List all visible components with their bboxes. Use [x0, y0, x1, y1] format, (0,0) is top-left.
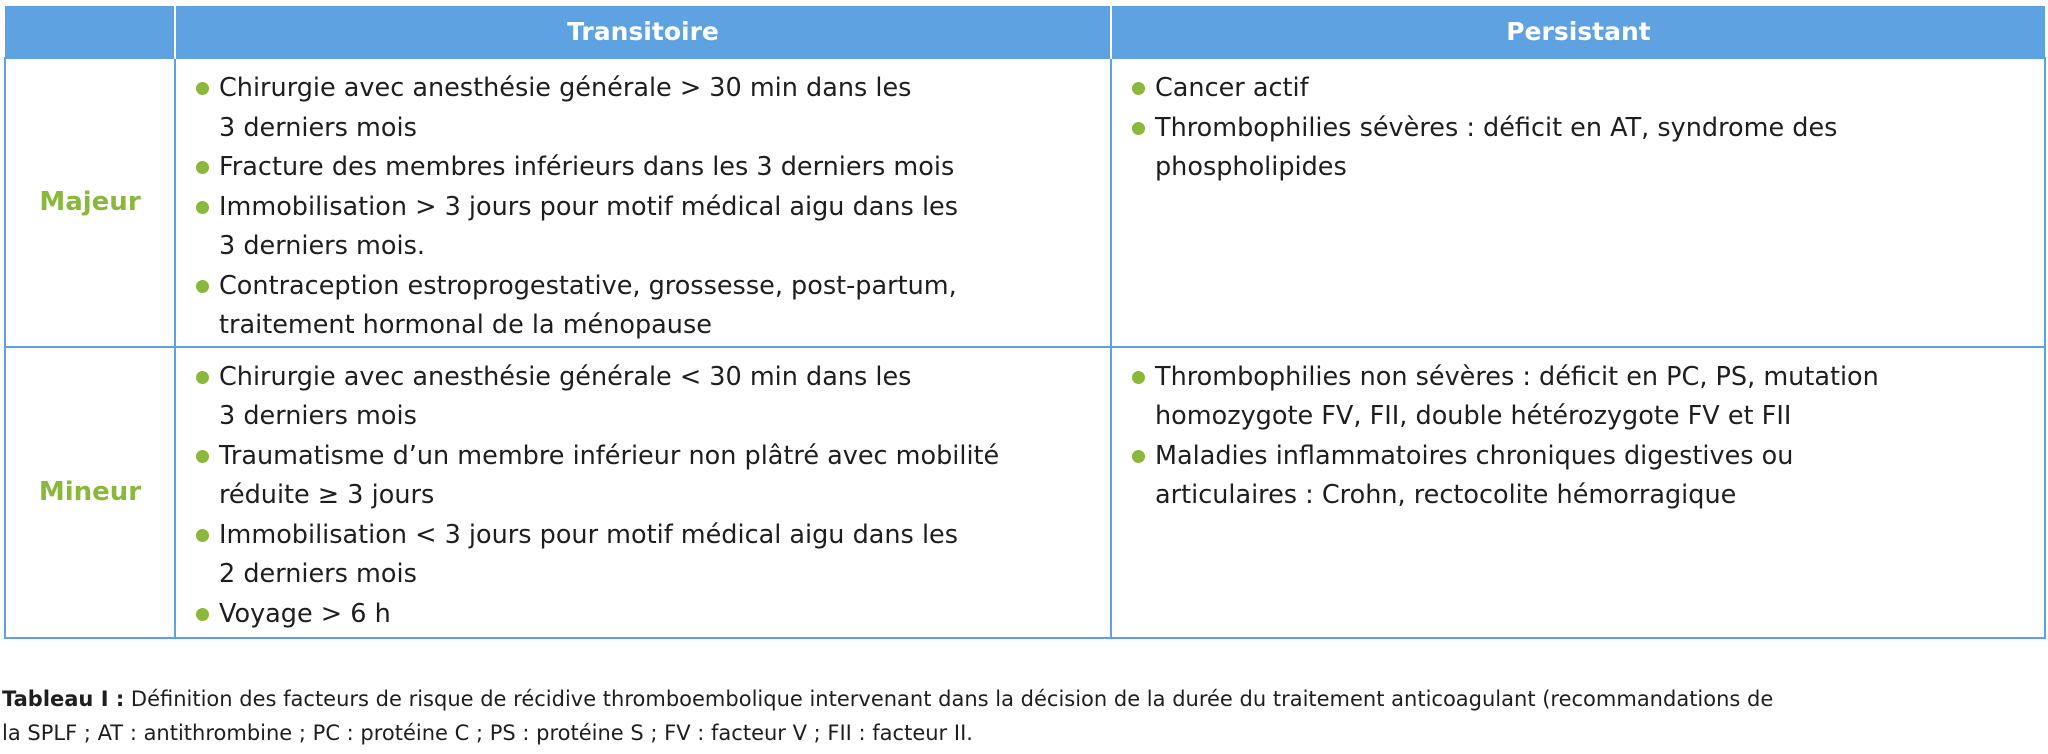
item-line: Thrombophilies non sévères : déficit en PC, PS, mutation: [1155, 361, 1879, 392]
bullet-dot-icon: [196, 161, 209, 174]
item-line: Chirurgie avec anesthésie générale > 30 min dans les: [219, 73, 912, 103]
table-row-majeur: [5, 58, 2045, 347]
bullet-dot-icon: [196, 280, 209, 293]
item-line: Immobilisation < 3 jours pour motif médical aigu dans les: [219, 519, 959, 550]
item-line: Immobilisation > 3 jours pour motif médical aigu dans les: [219, 191, 959, 222]
row-label-mineur: Mineur: [5, 347, 175, 638]
item-line: homozygote FV, FII, double hétérozygote FV et FII: [1155, 401, 1792, 431]
bullet-dot-icon: [196, 529, 209, 542]
risk-factor-table-container: [4, 6, 2046, 639]
item-line: réduite ≥ 3 jours: [219, 480, 435, 510]
caption-label: Tableau I :: [2, 687, 125, 711]
list-item: [196, 516, 1096, 595]
cell-mineur-transitoire: [175, 347, 1111, 638]
item-line: Maladies inflammatoires chroniques digestives ou: [1155, 440, 1794, 471]
bullet-dot-icon: [1132, 371, 1145, 384]
list-item: [1132, 109, 2030, 188]
table-header-row: [5, 6, 2045, 58]
list-mineur-persistant: [1112, 348, 2044, 516]
row-label-majeur: Majeur: [5, 58, 175, 347]
bullet-dot-icon: [1132, 122, 1145, 135]
list-mineur-transitoire: [176, 348, 1110, 635]
bullet-dot-icon: [1132, 82, 1145, 95]
caption-line: Définition des facteurs de risque de récidive thromboembolique intervenant dans la décision de la durée du traitement anticoagulant (recommandations de: [130, 687, 1774, 711]
list-item: [1132, 69, 2030, 109]
bullet-dot-icon: [196, 82, 209, 95]
table-caption: [2, 682, 2046, 750]
list-item: [196, 188, 1096, 267]
cell-majeur-persistant: [1111, 58, 2045, 347]
list-item: [196, 148, 1096, 188]
item-line: traitement hormonal de la ménopause: [219, 310, 712, 340]
item-line: 2 derniers mois: [219, 559, 417, 589]
item-line: Traumatisme d’un membre inférieur non plâtré avec mobilité: [219, 440, 1000, 471]
item-line: Contraception estroprogestative, grossesse, post-partum,: [219, 270, 957, 301]
list-item: [196, 358, 1096, 437]
header-transitoire: Transitoire: [175, 6, 1111, 58]
item-line: Cancer actif: [1155, 73, 1309, 103]
header-empty-cell: [5, 6, 175, 58]
list-item: [1132, 437, 2030, 516]
list-item: [1132, 358, 2030, 437]
bullet-dot-icon: [196, 450, 209, 463]
table-row-mineur: [5, 347, 2045, 638]
header-persistant: Persistant: [1111, 6, 2045, 58]
bullet-dot-icon: [196, 371, 209, 384]
list-item: [196, 437, 1096, 516]
item-line: Thrombophilies sévères : déficit en AT, syndrome des: [1155, 112, 1838, 143]
caption-line: la SPLF ; AT : antithrombine ; PC : protéine C ; PS : protéine S ; FV : facteur V ; FII : facteur II.: [2, 721, 973, 745]
list-item: [196, 595, 1096, 635]
bullet-dot-icon: [196, 201, 209, 214]
risk-factor-table: [4, 6, 2046, 639]
item-line: 3 derniers mois.: [219, 231, 425, 261]
item-line: 3 derniers mois: [219, 112, 417, 143]
item-line: phospholipides: [1155, 152, 1347, 182]
cell-mineur-persistant: [1111, 347, 2045, 638]
cell-majeur-transitoire: [175, 58, 1111, 347]
bullet-dot-icon: [1132, 450, 1145, 463]
list-item: [196, 267, 1096, 346]
list-majeur-transitoire: [176, 59, 1110, 346]
item-line: 3 derniers mois: [219, 401, 417, 431]
item-line: articulaires : Crohn, rectocolite hémorragique: [1155, 480, 1737, 510]
bullet-dot-icon: [196, 608, 209, 621]
list-majeur-persistant: [1112, 59, 2044, 188]
item-line: Fracture des membres inférieurs dans les 3 derniers mois: [219, 152, 955, 182]
item-line: Voyage > 6 h: [219, 598, 391, 629]
list-item: [196, 69, 1096, 148]
item-line: Chirurgie avec anesthésie générale < 30 min dans les: [219, 361, 912, 392]
